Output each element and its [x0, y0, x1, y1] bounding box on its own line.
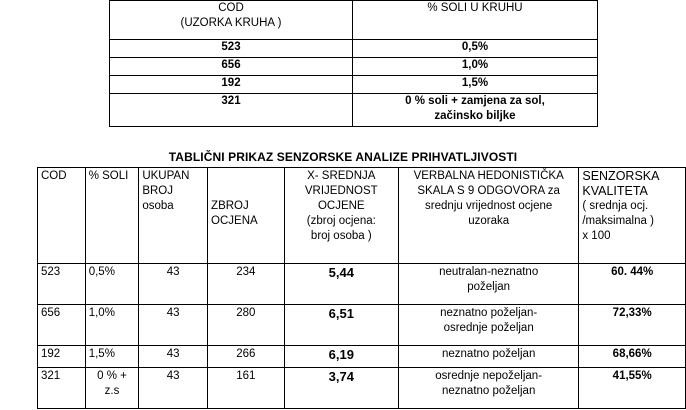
cell-srednja: 6,51	[284, 305, 398, 346]
table-row	[110, 40, 598, 58]
cell-broj: 43	[139, 346, 208, 368]
table-row	[38, 368, 686, 409]
cell-cod: 656	[38, 305, 86, 346]
header-soli: % SOLI	[85, 168, 139, 264]
header-line: srednju vrijednost ocjene	[425, 200, 553, 212]
cell-broj: 43	[139, 305, 208, 346]
cell-verbalna	[398, 368, 578, 409]
cell-zbroj: 266	[208, 346, 285, 368]
cell-line: 0 % +	[97, 370, 127, 382]
header-line: ZBROJ OCJENA	[211, 200, 258, 227]
header-line: UKUPAN	[142, 170, 190, 182]
cell-salt: 0,5%	[353, 40, 598, 58]
cell-line: osrednje poželjan	[443, 322, 534, 334]
header-line: (zbroj ocjena:	[306, 215, 376, 227]
table-row	[38, 346, 686, 368]
cell-verbalna	[398, 264, 578, 305]
cell-salt	[353, 94, 598, 127]
salt-content-table	[109, 0, 598, 127]
cell-line: osrednje nepoželjan-	[435, 370, 543, 382]
header-line: X- SREDNJA	[307, 170, 376, 182]
cell-zbroj: 161	[208, 368, 285, 409]
header-line: SKALA S 9 ODGOVORA za	[417, 185, 560, 197]
cell-soli	[85, 368, 139, 409]
cell-code: 656	[110, 58, 353, 76]
cell-kvaliteta: 60. 44%	[579, 264, 686, 305]
cell-soli: 1,0%	[85, 305, 139, 346]
cell-verbalna	[398, 305, 578, 346]
cell-cod: 321	[38, 368, 86, 409]
header-line: broj osoba )	[310, 230, 372, 242]
sensory-analysis-table	[37, 167, 686, 409]
cell-broj: 43	[139, 264, 208, 305]
cell-soli: 1,5%	[85, 346, 139, 368]
cell-code: 192	[110, 76, 353, 94]
cell-zbroj: 280	[208, 305, 285, 346]
cell-salt-line1: 0 % soli + zamjena za sol,	[405, 95, 545, 107]
cell-zbroj: 234	[208, 264, 285, 305]
table-row	[110, 94, 598, 127]
cell-cod: 523	[38, 264, 86, 305]
cell-soli: 0,5%	[85, 264, 139, 305]
cell-kvaliteta: 68,66%	[579, 346, 686, 368]
header-line: uzoraka	[468, 215, 510, 227]
header-line: SENZORSKA	[582, 169, 660, 183]
header-code-line1: COD	[218, 2, 244, 14]
cell-salt: 1,5%	[353, 76, 598, 94]
header-line: VERBALNA HEDONISTIČKA	[413, 170, 564, 182]
table-row	[38, 264, 686, 305]
cell-verbalna: neznatno poželjan	[398, 346, 578, 368]
table-header-row	[110, 1, 598, 40]
header-line: BROJ	[142, 185, 173, 197]
cell-cod: 192	[38, 346, 86, 368]
cell-srednja: 6,19	[284, 346, 398, 368]
table-row	[38, 305, 686, 346]
cell-line: poželjan	[467, 281, 511, 293]
header-zbroj-ocjena	[208, 168, 285, 264]
cell-salt-line2: začinsko biljke	[434, 110, 516, 122]
header-cod: COD	[38, 168, 86, 264]
header-code-line2: (UZORKA KRUHA )	[180, 17, 282, 29]
cell-kvaliteta: 72,33%	[579, 305, 686, 346]
header-line: ( srednja ocj.	[582, 200, 649, 212]
table-header-row	[38, 168, 686, 264]
header-salt-text: % SOLI U KRUHU	[427, 2, 523, 14]
header-line: VRIJEDNOST	[304, 185, 378, 197]
header-srednja-vrijednost	[284, 168, 398, 264]
header-line: x 100	[582, 230, 611, 242]
cell-broj: 43	[139, 368, 208, 409]
header-ukupan-broj	[139, 168, 208, 264]
header-code	[110, 1, 353, 40]
cell-line: neznatno poželjan-	[440, 307, 538, 319]
cell-line: neznatno poželjan	[441, 385, 536, 397]
header-verbalna-skala	[398, 168, 578, 264]
section-title: TABLIČNI PRIKAZ SENZORSKE ANALIZE PRIHVATLJIVOSTI	[168, 150, 518, 164]
header-line: /maksimalna )	[582, 215, 654, 227]
cell-salt: 1,0%	[353, 58, 598, 76]
header-line: OCJENE	[317, 200, 365, 212]
cell-line: neutralan-neznatno	[439, 266, 539, 278]
cell-srednja: 3,74	[284, 368, 398, 409]
table-row	[110, 58, 598, 76]
cell-code: 321	[110, 94, 353, 127]
header-salt	[353, 1, 598, 40]
cell-srednja: 5,44	[284, 264, 398, 305]
header-line: KVALITETA	[582, 184, 648, 198]
cell-kvaliteta: 41,55%	[579, 368, 686, 409]
header-senzorska-kvaliteta	[579, 168, 686, 264]
table-row	[110, 76, 598, 94]
cell-code: 523	[110, 40, 353, 58]
header-line: osoba	[142, 200, 174, 212]
cell-line: z.s	[104, 385, 120, 397]
